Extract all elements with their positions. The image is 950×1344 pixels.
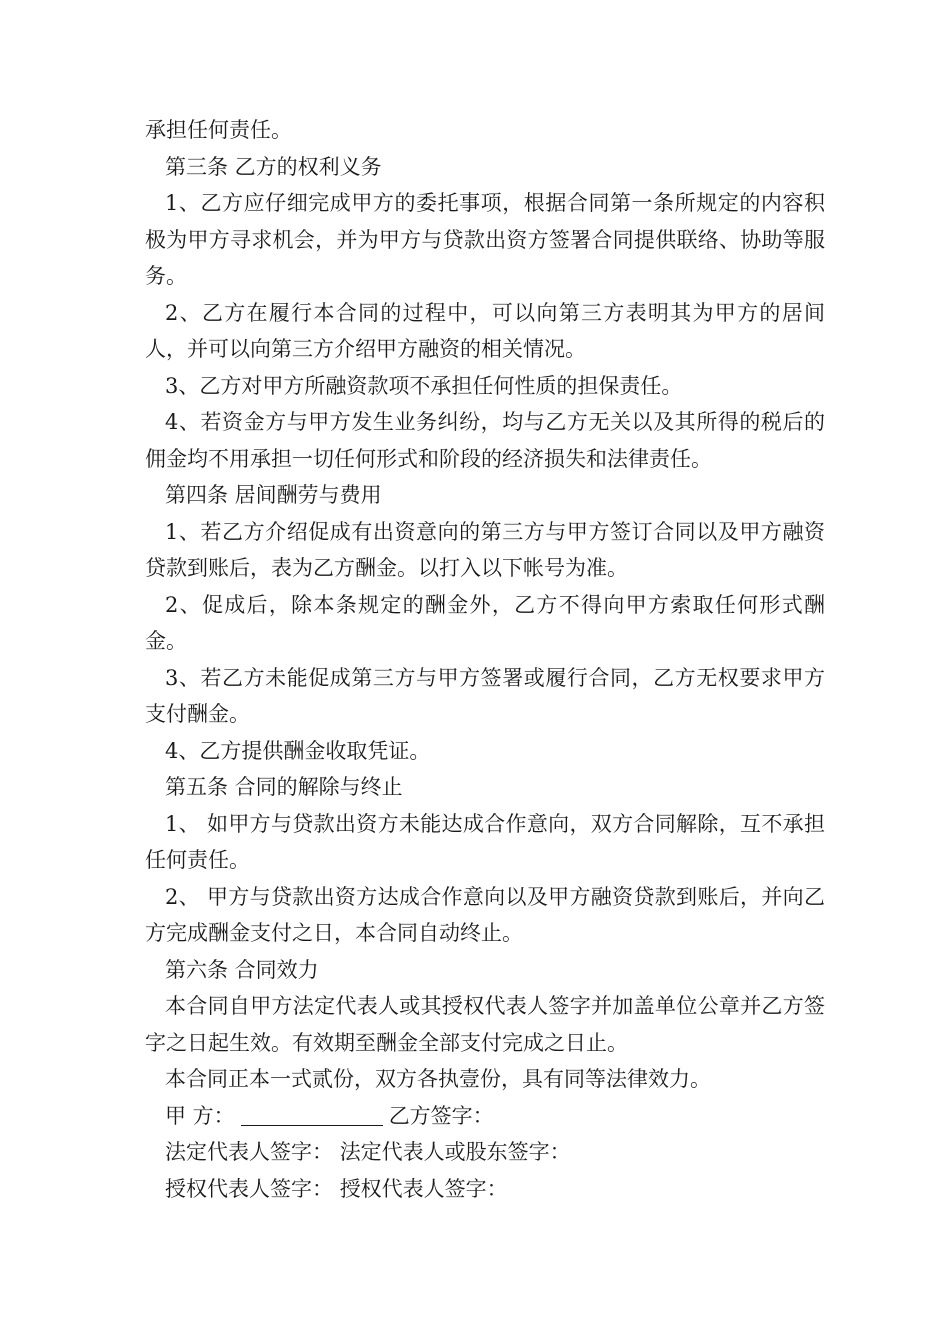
article-4-heading: 第四条 居间酬劳与费用 <box>165 483 382 507</box>
signature-line-parties <box>145 1098 825 1135</box>
authorized-rep-b-label: 授权代表人签字： <box>339 1176 508 1201</box>
signature-line-legal-rep <box>145 1134 825 1171</box>
party-a-label: 甲 方： <box>165 1103 235 1128</box>
article-6-clause-2: 本合同正本一式贰份，双方各执壹份，具有同等法律效力。 <box>165 1067 711 1091</box>
contract-body <box>145 112 825 1207</box>
legal-rep-b-label: 法定代表人或股东签字： <box>339 1140 571 1164</box>
article-6-clause-1: 本合同自甲方法定代表人或其授权代表人签字并加盖单位公章并乙方签字之日起生效。有效期至酬金全部支付完成之日止。 <box>145 994 825 1055</box>
article-3-clause-1: 1、乙方应仔细完成甲方的委托事项，根据合同第一条所规定的内容积极为甲方寻求机会，并为甲方与贷款出资方签署合同提供联络、协助等服务。 <box>145 191 825 288</box>
article-3-heading: 第三条 乙方的权利义务 <box>165 154 382 179</box>
article-3-clause-3: 3、乙方对甲方所融资款项不承担任何性质的担保责任。 <box>165 373 683 398</box>
authorized-rep-a-label: 授权代表人签字： <box>165 1176 333 1201</box>
article-6-heading: 第六条 合同效力 <box>165 957 319 982</box>
article-4-clause-1: 1、若乙方介绍促成有出资意向的第三方与甲方签订合同以及甲方融资贷款到账后，表为乙方酬金。以打入以下帐号为准。 <box>145 519 825 580</box>
article-4-clause-4: 4、乙方提供酬金收取凭证。 <box>165 738 431 763</box>
article-4-clause-3: 3、若乙方未能促成第三方与甲方签署或履行合同，乙方无权要求甲方支付酬金。 <box>145 665 825 726</box>
paragraph-continuation: 承担任何责任。 <box>145 118 292 142</box>
article-3-clause-4: 4、若资金方与甲方发生业务纠纷，均与乙方无关以及其所得的税后的佣金均不用承担一切任何形式和阶段的经济损失和法律责任。 <box>145 410 825 471</box>
article-5-heading: 第五条 合同的解除与终止 <box>165 775 403 799</box>
article-4-clause-2: 2、促成后，除本条规定的酬金外，乙方不得向甲方索取任何形式酬金。 <box>145 592 825 653</box>
article-5-clause-1: 1、 如甲方与贷款出资方未能达成合作意向，双方合同解除，互不承担任何责任。 <box>145 811 825 872</box>
legal-rep-a-label: 法定代表人签字： <box>165 1140 333 1164</box>
party-b-label: 乙方签字： <box>388 1103 494 1128</box>
signature-line-authorized-rep <box>145 1171 825 1208</box>
article-3-clause-2: 2、乙方在履行本合同的过程中，可以向第三方表明其为甲方的居间人，并可以向第三方介绍甲方融资的相关情况。 <box>145 300 825 361</box>
article-5-clause-2: 2、 甲方与贷款出资方达成合作意向以及甲方融资贷款到账后，并向乙方完成酬金支付之日，本合同自动终止。 <box>145 884 825 945</box>
party-a-blank <box>241 1103 383 1126</box>
